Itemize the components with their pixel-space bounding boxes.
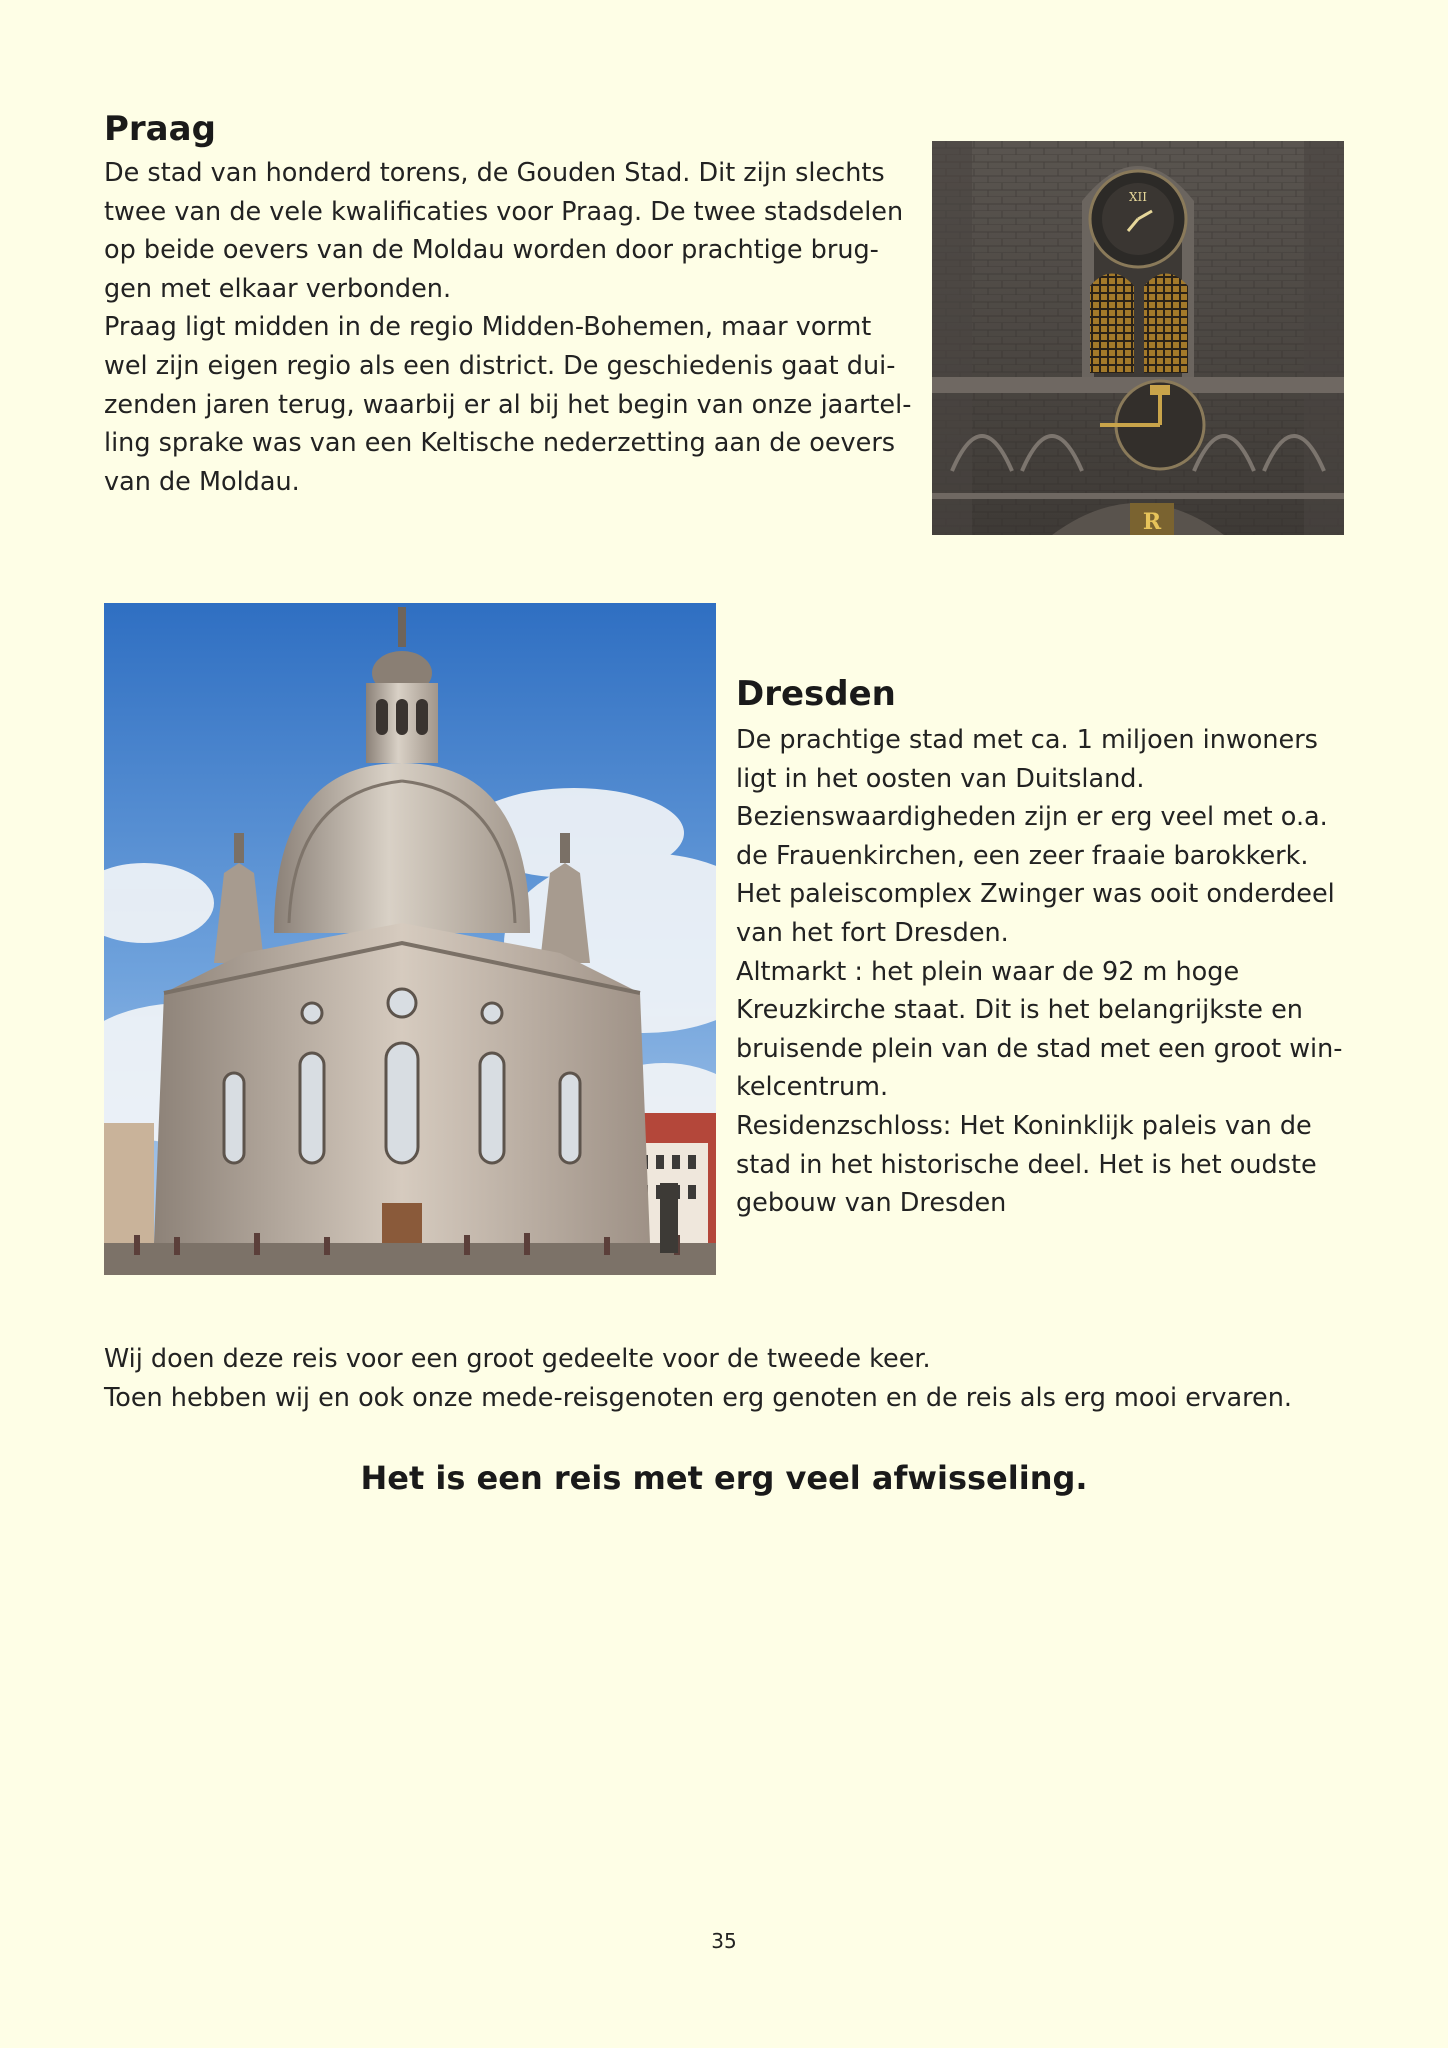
text-line: gebouw van Dresden — [736, 1188, 1007, 1219]
text-line: kelcentrum. — [736, 1072, 889, 1103]
text-line: Toen hebben wij en ook onze mede-reisgenoten erg genoten en de reis als erg mooi ervaren. — [104, 1382, 1293, 1413]
text-line: bruisende plein van de stad met een groot win- — [736, 1033, 1343, 1064]
prague-heading: Praag — [104, 109, 216, 149]
page-number: 35 — [711, 1929, 737, 1953]
text-line: Bezienswaardigheden zijn er erg veel met o.a. — [736, 802, 1328, 833]
closing-tagline: Het is een reis met erg veel afwisseling. — [360, 1459, 1088, 1497]
text-line: Residenzschloss: Het Koninklijk paleis van de — [736, 1110, 1312, 1141]
svg-text:R: R — [1142, 509, 1162, 535]
text-line: de Frauenkirchen, een zeer fraaie barokkerk. — [736, 840, 1309, 871]
text-line: ligt in het oosten van Duitsland. — [736, 763, 1145, 794]
text-line: Altmarkt : het plein waar de 92 m hoge — [736, 956, 1240, 987]
dresden-heading: Dresden — [736, 674, 896, 714]
prague-paragraph — [104, 154, 911, 501]
prague-clock-tower-photo — [932, 141, 1344, 535]
text-line: wel zijn eigen regio als een district. De geschiedenis gaat dui- — [104, 350, 896, 381]
text-line: De prachtige stad met ca. 1 miljoen inwoners — [736, 725, 1318, 755]
svg-text:XII: XII — [1128, 190, 1148, 204]
text-line: ling sprake was van een Keltische nederzetting aan de oevers — [104, 428, 896, 459]
text-line: zenden jaren terug, waarbij er al bij het begin van onze jaartel- — [104, 389, 912, 420]
text-line: gen met elkaar verbonden. — [104, 273, 452, 304]
dresden-frauenkirche-photo — [104, 603, 716, 1275]
text-line: van het fort Dresden. — [736, 917, 1009, 948]
dresden-paragraph — [736, 721, 1343, 1223]
text-line: Wij doen deze reis voor een groot gedeelte voor de tweede keer. — [104, 1344, 931, 1374]
text-line: op beide oevers van de Moldau worden door prachtige brug- — [104, 235, 879, 266]
text-line: De stad van honderd torens, de Gouden Stad. Dit zijn slechts — [104, 158, 885, 188]
closing-paragraph — [104, 1340, 1292, 1417]
text-line: twee van de vele kwalificaties voor Praag. De twee stadsdelen — [104, 196, 904, 227]
text-line: Kreuzkirche staat. Dit is het belangrijkste en — [736, 995, 1303, 1026]
text-line: Praag ligt midden in de regio Midden-Bohemen, maar vormt — [104, 312, 872, 343]
text-line: van de Moldau. — [104, 466, 300, 497]
text-line: stad in het historische deel. Het is het oudste — [736, 1149, 1317, 1180]
text-line: Het paleiscomplex Zwinger was ooit onderdeel — [736, 879, 1335, 910]
